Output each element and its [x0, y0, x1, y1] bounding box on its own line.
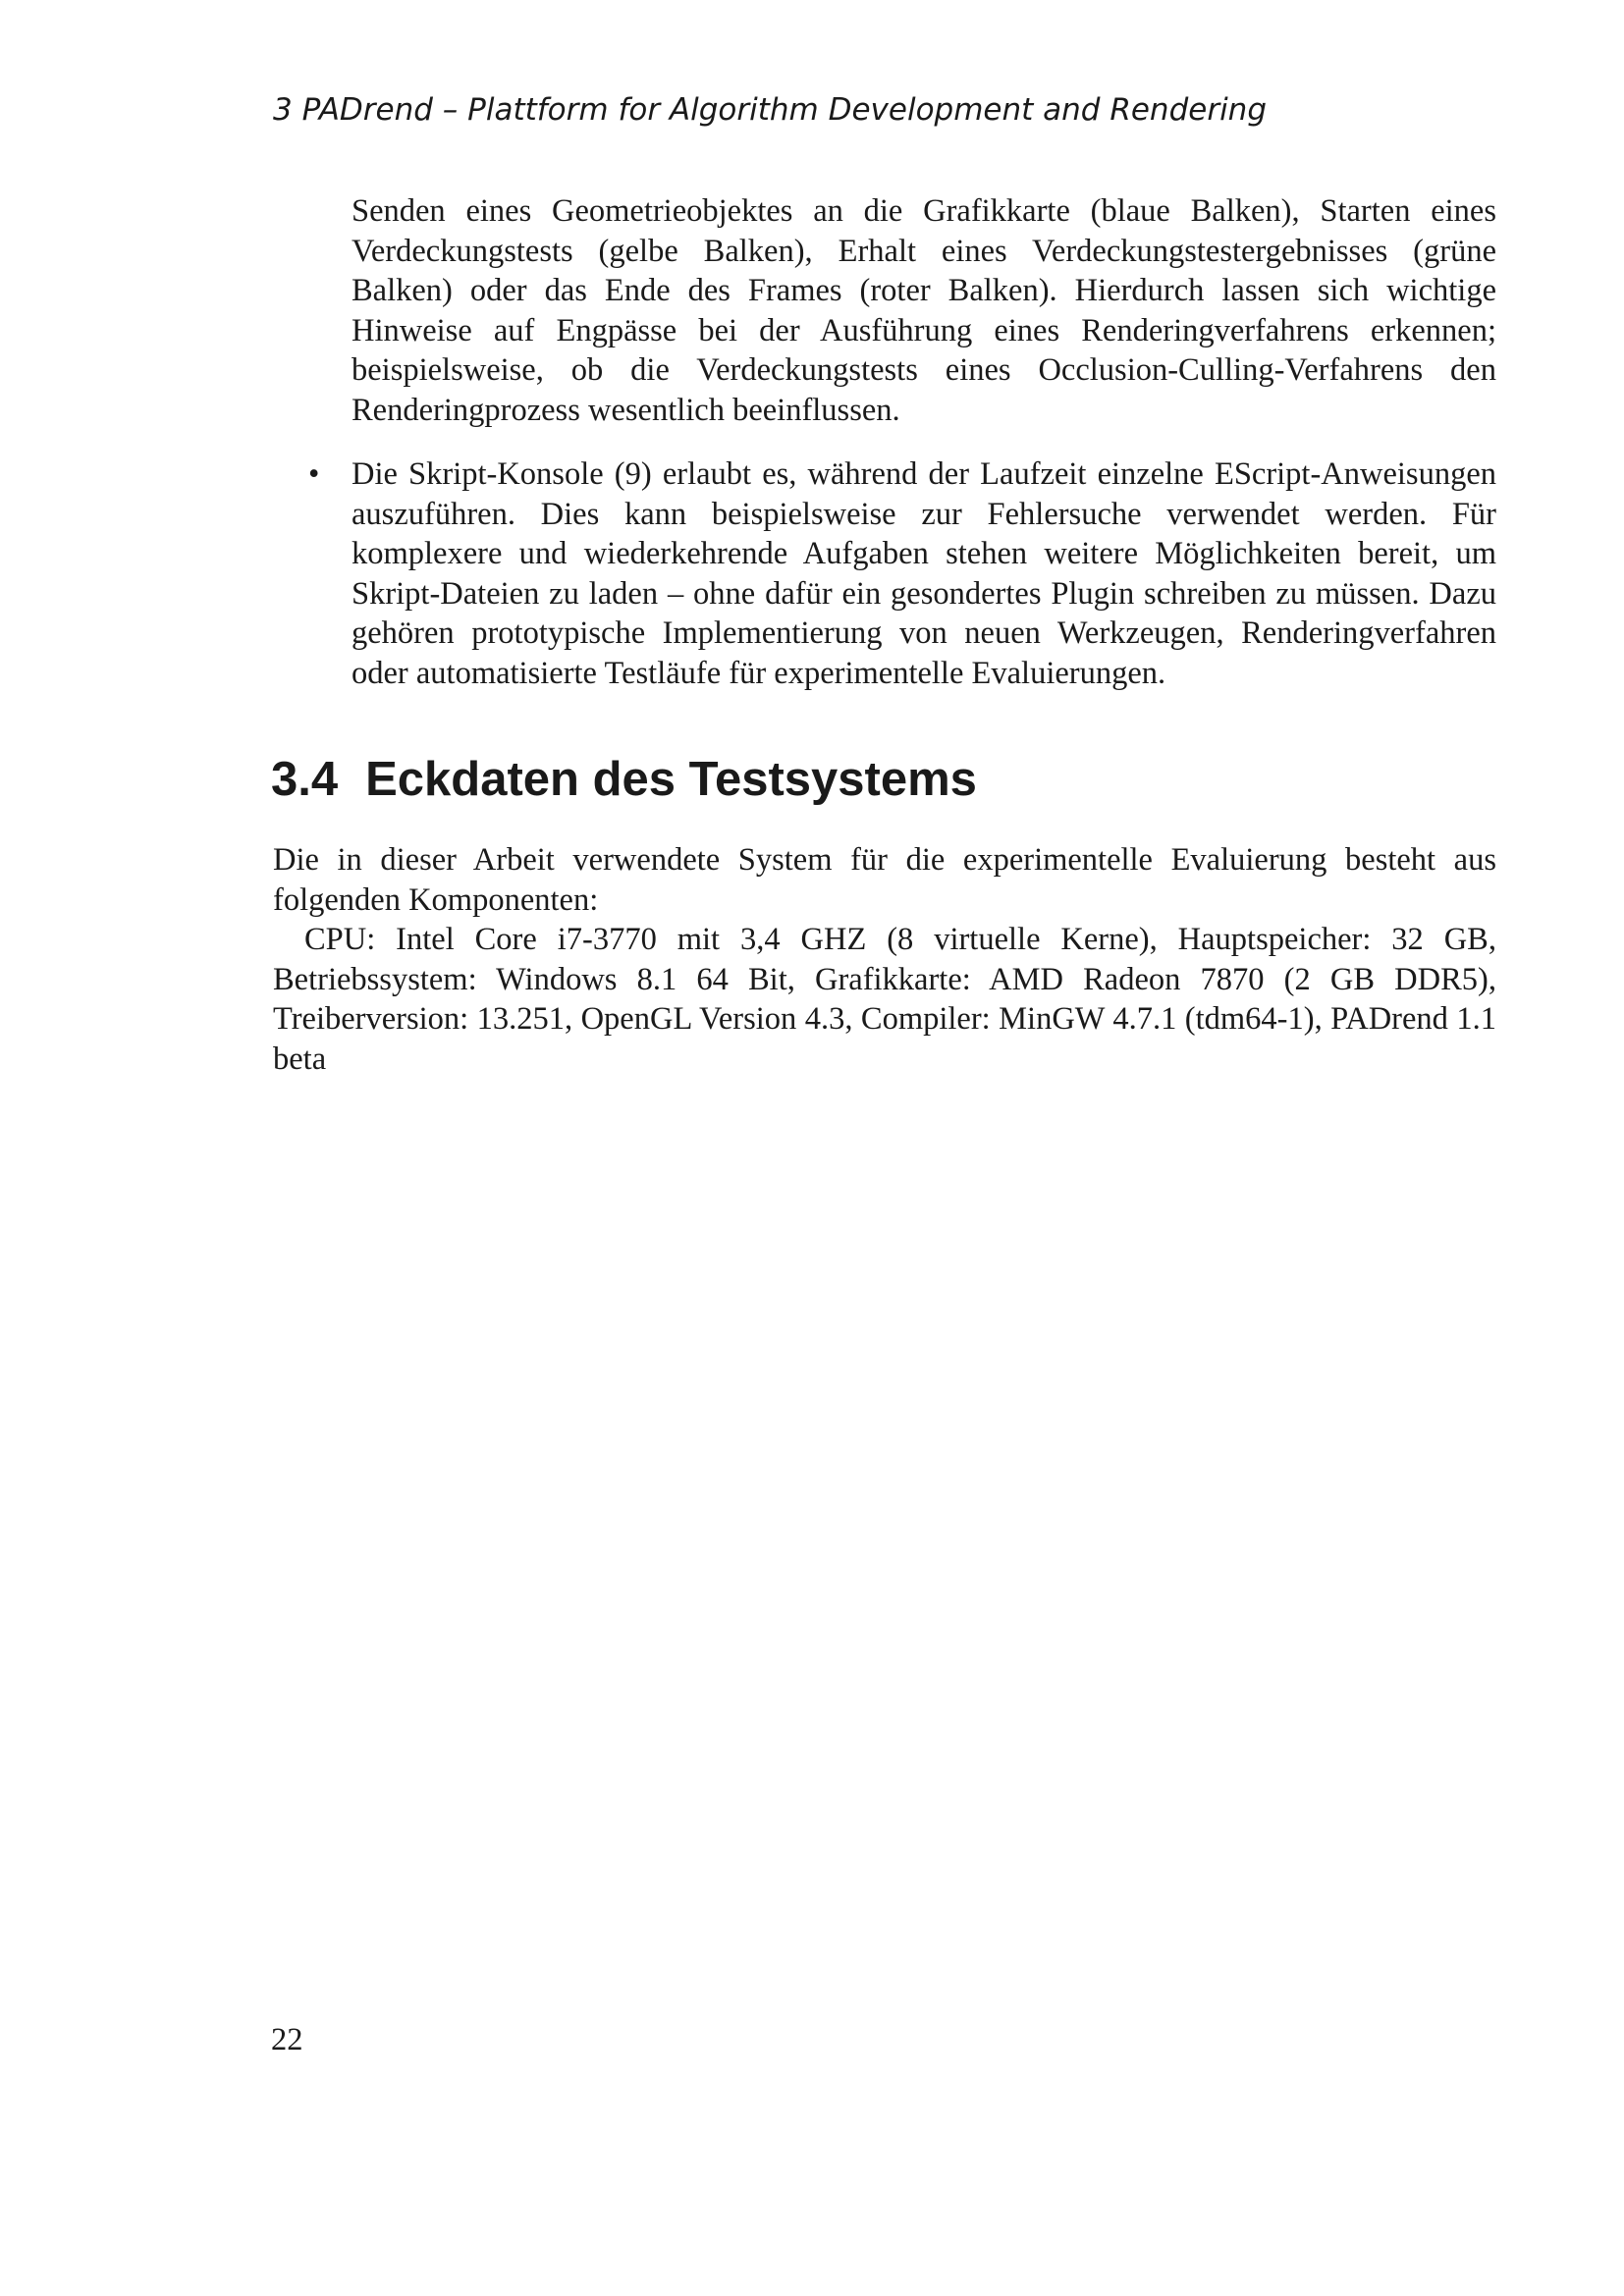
specs-paragraph: CPU: Intel Core i7-3770 mit 3,4 GHZ (8 virtuelle Kerne), Hauptspeicher: 32 GB, Betriebssystem: Windows 8.1 64 Bit, Grafikkarte: AMD Radeon 7870 (2 GB DDR5), Treiberversion: 13.251, OpenGL Version 4.3, Compiler: MinGW 4.7.1 (tdm64-1), PADrend 1.1 beta [273, 922, 1496, 1077]
section-heading [271, 750, 977, 809]
intro-paragraph: Die in dieser Arbeit verwendete System für die experimentelle Evaluierung besteht aus folgenden Komponenten: [273, 842, 1496, 918]
running-header: 3 PADrend – Plattform for Algorithm Development and Rendering [273, 92, 1268, 128]
list-item-continued: Senden eines Geometrieobjektes an die Grafikkarte (blaue Balken), Starten eines Verdeckungstests (gelbe Balken), Erhalt eines Verdeckungstestergebnisses (grüne Balken) oder das Ende des Frames (roter Balken). Hierdurch lassen sich wichtige Hinweise auf Engpässe bei der Ausführung eines Renderingverfahrens erkennen; beispielsweise, ob die Verdeckungstests eines Occlusion-Culling-Verfahrens den Renderingprozess wesentlich beeinflussen. [352, 193, 1496, 428]
section-title: Eckdaten des Testsystems [365, 753, 977, 806]
list-item-text: Die Skript-Konsole (9) erlaubt es, während der Laufzeit einzelne EScript-Anweisungen auszuführen. Dies kann beispielsweise zur Fehlersuche verwendet werden. Für komplexere und wiederkehrende Aufgaben stehen weitere Möglichkeiten bereit, um Skript-Dateien zu laden – ohne dafür ein gesondertes Plugin schreiben zu müssen. Dazu gehören prototypische Implementierung von neuen Werkzeugen, Renderingverfahren oder automatisierte Testläufe für experimentelle Evaluierungen. [352, 456, 1496, 691]
page-number: 22 [271, 2022, 303, 2057]
section-number: 3.4 [271, 753, 339, 806]
list-item [308, 454, 1496, 693]
bullet-icon: • [308, 456, 320, 492]
